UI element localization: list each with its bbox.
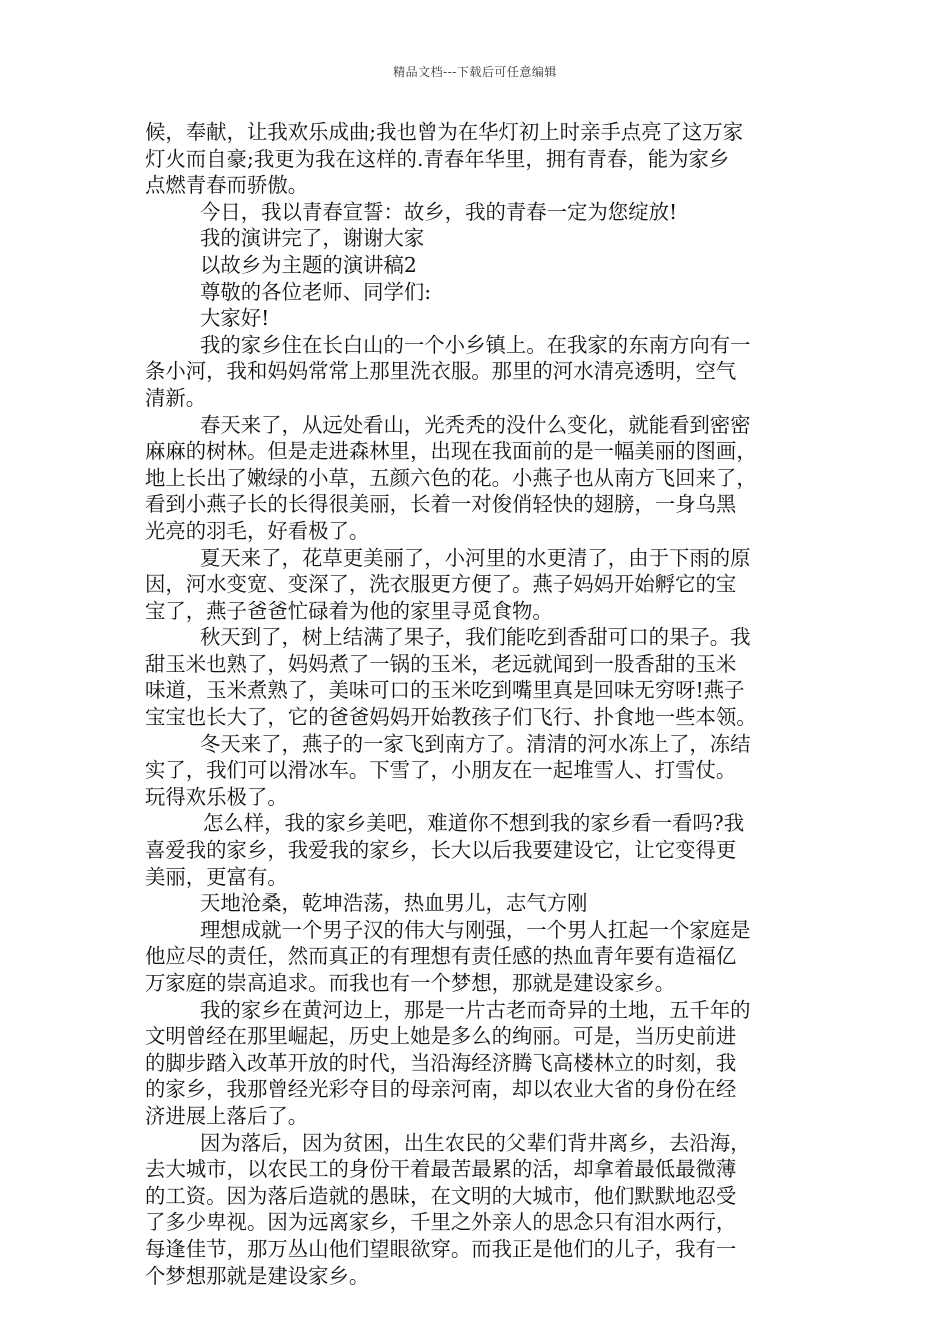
- text-line: 怎么样，我的家乡美吧，难道你不想到我的家乡看一看吗?我: [203, 811, 745, 836]
- text-line: 春天来了，从远处看山，光秃秃的没什么变化，就能看到密密: [200, 412, 751, 437]
- text-line: 喜爱我的家乡，我爱我的家乡，长大以后我要建设它，让它变得更: [145, 838, 737, 863]
- text-line: 去大城市，以农民工的身份干着最苦最累的活，却拿着最低最微薄: [145, 1157, 737, 1182]
- text-line: 大家好!: [200, 306, 270, 331]
- text-line: 我的家乡住在长白山的一个小乡镇上。在我家的东南方向有一: [200, 332, 751, 357]
- text-line: 我的家乡在黄河边上，那是一片古老而奇异的土地，五千年的: [200, 997, 751, 1022]
- text-line: 看到小燕子长的长得很美丽，长着一对俊俏轻快的翅膀，一身乌黑: [145, 492, 737, 517]
- text-line: 我的演讲完了，谢谢大家: [200, 226, 425, 251]
- text-line: 玩得欢乐极了。: [145, 784, 288, 809]
- text-line: 秋天到了，树上结满了果子，我们能吃到香甜可口的果子。我: [200, 625, 751, 650]
- text-line: 光亮的羽毛，好看极了。: [145, 518, 370, 543]
- text-line: 地上长出了嫩绿的小草，五颜六色的花。小燕子也从南方飞回来了，: [145, 465, 757, 490]
- text-line: 个梦想那就是建设家乡。: [145, 1263, 370, 1288]
- text-line: 尊敬的各位老师、同学们:: [200, 279, 432, 304]
- text-line: 因，河水变宽、变深了，洗衣服更方便了。燕子妈妈开始孵它的宝: [145, 572, 737, 597]
- document-body: [145, 119, 810, 1289]
- text-line: 候，奉献，让我欢乐成曲;我也曾为在华灯初上时亲手点亮了这万家: [145, 120, 744, 144]
- text-line: 条小河，我和妈妈常常上那里洗衣服。那里的河水清亮透明，空气: [145, 359, 737, 384]
- text-line: 冬天来了，燕子的一家飞到南方了。清清的河水冻上了，冻结: [200, 731, 751, 756]
- text-line: 万家庭的崇高追求。而我也有一个梦想，那就是建设家乡。: [145, 971, 676, 995]
- text-line: 宝了，燕子爸爸忙碌着为他的家里寻觅食物。: [145, 598, 553, 623]
- text-line: 味道，玉米煮熟了，美味可口的玉米吃到嘴里真是回味无穷呀!燕子: [145, 678, 745, 703]
- text-line: 济进展上落后了。: [145, 1103, 309, 1128]
- text-line: 他应尽的责任，然而真正的有理想有责任感的热血青年要有造福亿: [145, 944, 737, 969]
- text-line: 因为落后，因为贫困，出生农民的父辈们背井离乡，去沿海，: [200, 1130, 751, 1155]
- text-line: 每逢佳节，那万丛山他们望眼欲穿。而我正是他们的儿子，我有一: [145, 1236, 737, 1261]
- text-line: 理想成就一个男子汉的伟大与刚强，一个男人扛起一个家庭是: [200, 917, 751, 942]
- text-line: 的家乡，我那曾经光彩夺目的母亲河南，却以农业大省的身份在经: [145, 1077, 737, 1102]
- text-line: 的工资。因为落后造就的愚昧，在文明的大城市，他们默默地忍受: [145, 1183, 737, 1208]
- text-line: 清新。: [145, 385, 207, 410]
- text-line: 今日，我以青春宣誓：故乡，我的青春一定为您绽放!: [200, 199, 678, 224]
- text-line: 美丽，更富有。: [145, 864, 288, 889]
- text-line: 灯火而自豪;我更为我在这样的.青春年华里，拥有青春，能为家乡: [145, 146, 730, 171]
- text-line: 宝宝也长大了，它的爸爸妈妈开始教孩子们飞行、扑食地一些本领。: [145, 705, 757, 730]
- text-line: 的脚步踏入改革开放的时代，当沿海经济腾飞高楼林立的时刻，我: [145, 1050, 737, 1075]
- text-line: 以故乡为主题的演讲稿2: [200, 252, 417, 277]
- text-line: 甜玉米也熟了，妈妈煮了一锅的玉米，老远就闻到一股香甜的玉米: [145, 651, 737, 676]
- page-header: 精品文档---下载后可任意编辑: [393, 65, 557, 79]
- text-line: 文明曾经在那里崛起，历史上她是多么的绚丽。可是，当历史前进: [145, 1024, 737, 1049]
- text-line: 天地沧桑，乾坤浩荡，热血男儿，志气方刚: [200, 891, 588, 916]
- text-line: 夏天来了，花草更美丽了，小河里的水更清了，由于下雨的原: [200, 545, 751, 570]
- text-line: 点燃青春而骄傲。: [145, 173, 309, 198]
- text-line: 实了，我们可以滑冰车。下雪了，小朋友在一起堆雪人、打雪仗。: [145, 758, 737, 783]
- text-line: 了多少卑视。因为远离家乡，千里之外亲人的思念只有泪水两行，: [145, 1210, 737, 1235]
- text-line: 麻麻的树林。但是走进森林里，出现在我面前的是一幅美丽的图画，: [145, 439, 757, 464]
